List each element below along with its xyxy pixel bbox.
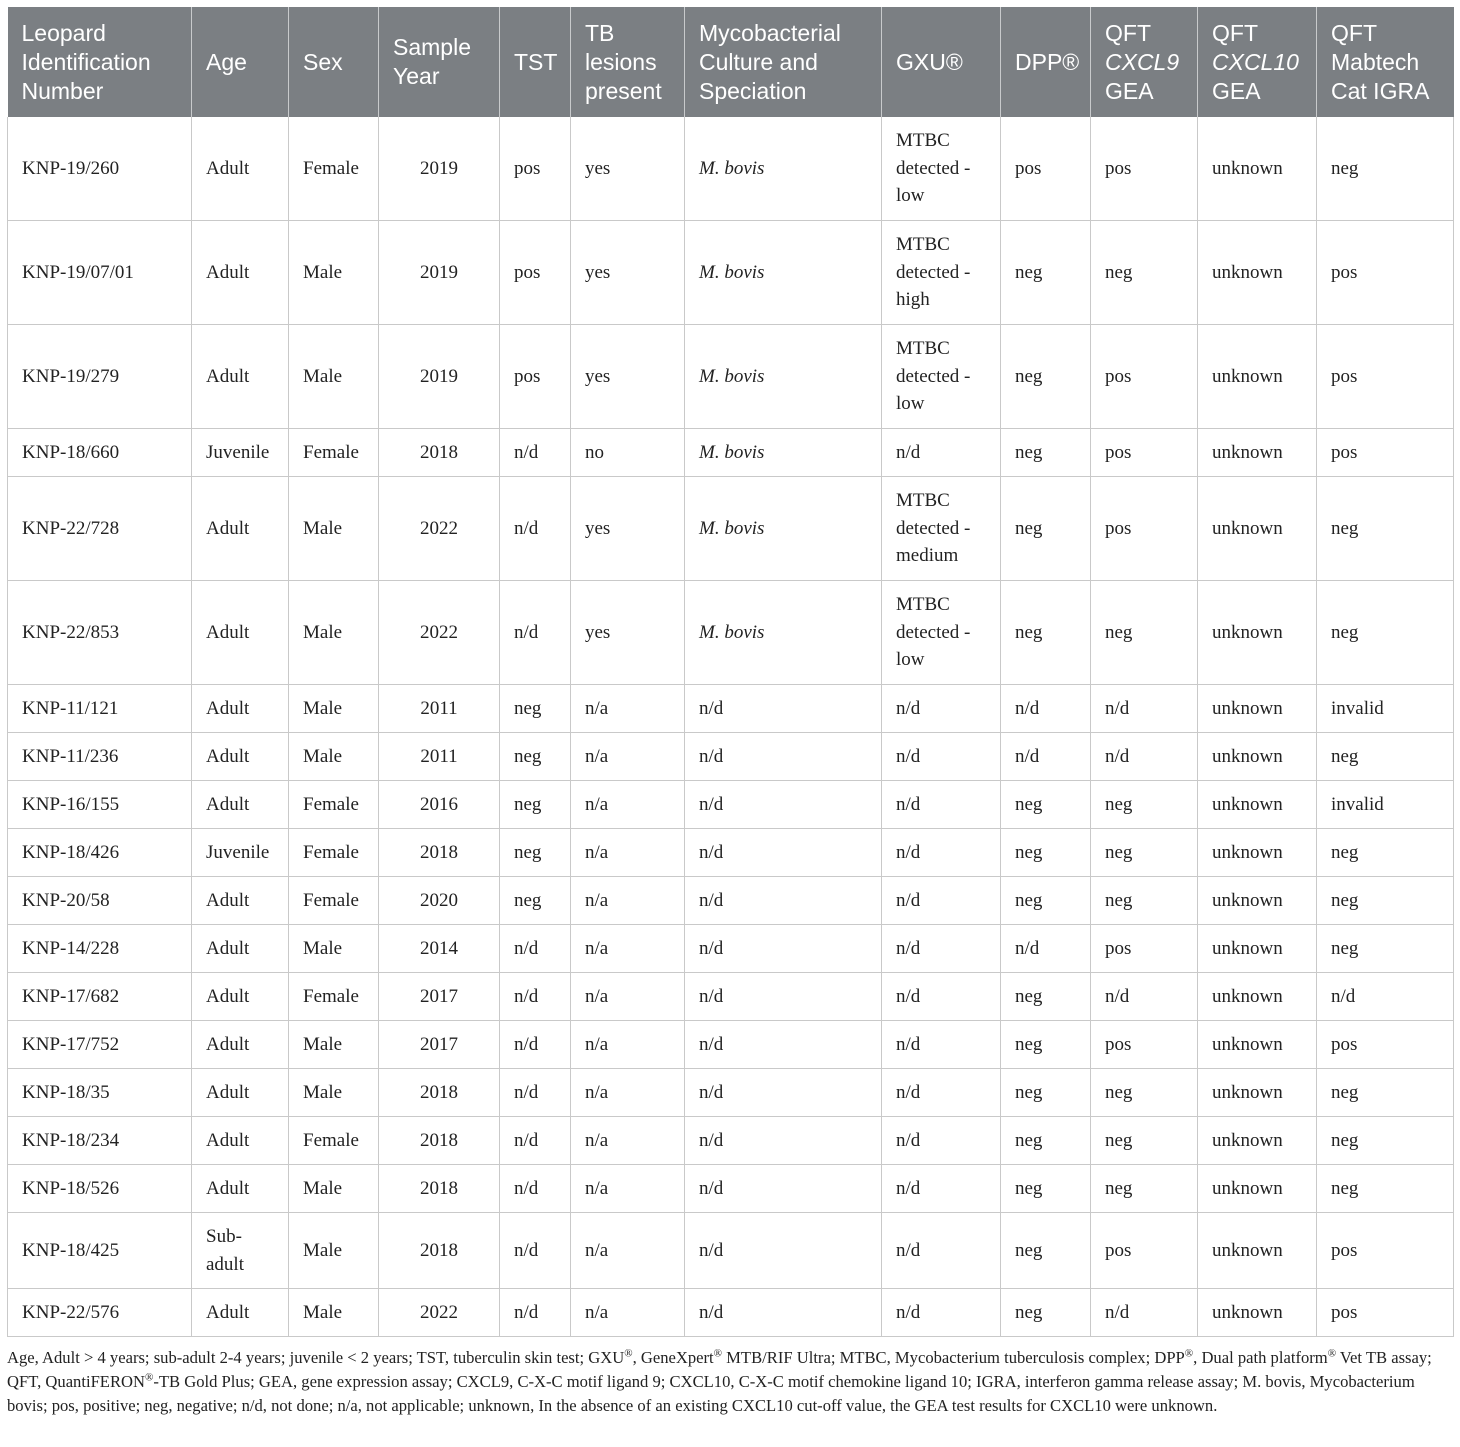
table-cell: neg: [1317, 733, 1454, 781]
table-cell: neg: [1091, 1117, 1198, 1165]
table-cell: Adult: [192, 117, 289, 221]
table-cell: n/d: [500, 1165, 571, 1213]
table-cell: n/a: [571, 877, 685, 925]
table-cell: neg: [1001, 1069, 1091, 1117]
table-cell: Female: [289, 117, 379, 221]
table-cell: Adult: [192, 581, 289, 685]
table-cell: unknown: [1198, 733, 1317, 781]
header-cell: [1198, 7, 1317, 117]
table-cell: neg: [500, 685, 571, 733]
table-cell: pos: [1091, 925, 1198, 973]
table-cell: neg: [1091, 877, 1198, 925]
table-cell: n/d: [1091, 733, 1198, 781]
table-cell: MTBC detected - high: [882, 221, 1001, 325]
header-text: QFT: [1212, 19, 1258, 46]
registered-mark: ®: [713, 1347, 723, 1360]
table-footnote: [7, 1346, 1453, 1418]
footnote-text: Age, Adult > 4 years; sub-adult 2-4 years; juvenile < 2 years; TST, tuberculin skin test; GXU: [7, 1348, 625, 1367]
table-row: [8, 1021, 1454, 1069]
table-cell: yes: [571, 477, 685, 581]
table-cell: KNP-11/121: [8, 685, 192, 733]
table-cell: n/d: [685, 685, 882, 733]
table-cell: Male: [289, 925, 379, 973]
table-cell: n/d: [500, 973, 571, 1021]
table-cell: Adult: [192, 477, 289, 581]
table-cell: 2011: [379, 733, 500, 781]
table-cell: KNP-19/260: [8, 117, 192, 221]
table-cell: Adult: [192, 325, 289, 429]
table-cell: Female: [289, 877, 379, 925]
header-cell: Leopard Identification Number: [8, 7, 192, 117]
table-cell: Juvenile: [192, 829, 289, 877]
table-cell: neg: [1091, 781, 1198, 829]
table-cell: pos: [500, 221, 571, 325]
table-cell: n/d: [685, 829, 882, 877]
table-cell: n/d: [500, 1069, 571, 1117]
table-cell: pos: [500, 325, 571, 429]
table-cell: KNP-14/228: [8, 925, 192, 973]
header-cell: [1091, 7, 1198, 117]
table-cell: Male: [289, 733, 379, 781]
table-cell: KNP-19/07/01: [8, 221, 192, 325]
table-cell: n/d: [685, 1117, 882, 1165]
table-cell: unknown: [1198, 829, 1317, 877]
table-row: [8, 829, 1454, 877]
table-cell: n/d: [882, 1117, 1001, 1165]
table-cell: n/d: [882, 973, 1001, 1021]
table-row: [8, 877, 1454, 925]
table-cell: neg: [500, 733, 571, 781]
table-cell: unknown: [1198, 117, 1317, 221]
table-cell: unknown: [1198, 1021, 1317, 1069]
table-cell: n/d: [882, 1289, 1001, 1337]
table-cell: KNP-18/426: [8, 829, 192, 877]
table-cell: neg: [1317, 117, 1454, 221]
table-cell: neg: [1001, 1289, 1091, 1337]
table-cell: MTBC detected - low: [882, 581, 1001, 685]
table-cell: KNP-17/682: [8, 973, 192, 1021]
table-cell: yes: [571, 581, 685, 685]
table-cell: n/d: [882, 733, 1001, 781]
table-cell: n/d: [882, 925, 1001, 973]
table-cell: n/d: [1317, 973, 1454, 1021]
table-cell: Adult: [192, 1289, 289, 1337]
table-cell: n/a: [571, 685, 685, 733]
table-cell: Male: [289, 1213, 379, 1289]
footnote-text: -TB Gold Plus; GEA, gene expression assay; CXCL9, C-X-C motif ligand 9; CXCL10, C-X-C motif chemokine ligand 10; IGRA, interferon gamma release assay; M. bovis, Mycobacterium bovis; pos, positive; neg, negative; n/d, not done; n/a, not applicable; unknown, In the absence of an existing CXCL10 cut-off value, the GEA test results for CXCL10 were unknown.: [7, 1372, 1415, 1415]
table-cell: unknown: [1198, 1165, 1317, 1213]
table-cell: yes: [571, 325, 685, 429]
table-cell: Male: [289, 325, 379, 429]
table-row: [8, 973, 1454, 1021]
table-row: [8, 781, 1454, 829]
footnote-text: , Dual path platform: [1193, 1348, 1328, 1367]
table-cell: M. bovis: [685, 325, 882, 429]
table-cell: neg: [1317, 1069, 1454, 1117]
table-cell: n/d: [500, 1021, 571, 1069]
table-cell: unknown: [1198, 781, 1317, 829]
table-cell: n/a: [571, 925, 685, 973]
table-cell: neg: [1001, 325, 1091, 429]
results-table: [7, 7, 1454, 1337]
table-cell: 2017: [379, 1021, 500, 1069]
table-cell: pos: [1317, 1021, 1454, 1069]
header-cell: DPP®: [1001, 7, 1091, 117]
header-cell: TST: [500, 7, 571, 117]
header-cell: Age: [192, 7, 289, 117]
table-cell: 2019: [379, 221, 500, 325]
table-cell: Adult: [192, 221, 289, 325]
table-cell: Female: [289, 973, 379, 1021]
table-cell: 2018: [379, 429, 500, 477]
table-cell: M. bovis: [685, 221, 882, 325]
table-cell: M. bovis: [685, 429, 882, 477]
table-cell: KNP-18/425: [8, 1213, 192, 1289]
table-cell: KNP-18/660: [8, 429, 192, 477]
table-cell: 2016: [379, 781, 500, 829]
table-cell: MTBC detected - low: [882, 117, 1001, 221]
table-cell: n/d: [685, 1165, 882, 1213]
table-cell: KNP-18/526: [8, 1165, 192, 1213]
table-cell: n/d: [882, 1165, 1001, 1213]
table-cell: neg: [1001, 1021, 1091, 1069]
header-text: GEA: [1105, 77, 1154, 104]
table-cell: Adult: [192, 685, 289, 733]
table-cell: pos: [1091, 117, 1198, 221]
table-cell: n/a: [571, 1021, 685, 1069]
table-cell: Male: [289, 581, 379, 685]
registered-mark: ®: [1327, 1347, 1337, 1360]
table-cell: Male: [289, 1165, 379, 1213]
table-cell: 2019: [379, 325, 500, 429]
table-cell: neg: [500, 877, 571, 925]
table-cell: n/d: [500, 1213, 571, 1289]
table-row: [8, 429, 1454, 477]
table-cell: unknown: [1198, 429, 1317, 477]
table-cell: Female: [289, 781, 379, 829]
table-cell: neg: [1001, 781, 1091, 829]
table-cell: n/d: [1091, 973, 1198, 1021]
table-cell: neg: [500, 781, 571, 829]
table-cell: neg: [1317, 1117, 1454, 1165]
table-cell: M. bovis: [685, 477, 882, 581]
table-cell: KNP-17/752: [8, 1021, 192, 1069]
table-cell: n/d: [1001, 925, 1091, 973]
table-cell: n/d: [685, 1213, 882, 1289]
table-cell: n/d: [882, 1021, 1001, 1069]
table-cell: neg: [1001, 829, 1091, 877]
header-row: [8, 7, 1454, 117]
table-cell: KNP-16/155: [8, 781, 192, 829]
table-cell: n/a: [571, 829, 685, 877]
table-cell: n/a: [571, 973, 685, 1021]
table-cell: pos: [1317, 429, 1454, 477]
header-cell: Sex: [289, 7, 379, 117]
table-cell: Adult: [192, 1165, 289, 1213]
header-gene: CXCL10: [1212, 48, 1299, 75]
table-cell: neg: [1317, 925, 1454, 973]
table-cell: KNP-19/279: [8, 325, 192, 429]
table-cell: n/a: [571, 1289, 685, 1337]
table-cell: M. bovis: [685, 581, 882, 685]
table-cell: M. bovis: [685, 117, 882, 221]
registered-mark: ®: [1184, 1347, 1194, 1360]
table-cell: neg: [1317, 877, 1454, 925]
header-gene: CXCL9: [1105, 48, 1180, 75]
table-cell: Sub-adult: [192, 1213, 289, 1289]
table-cell: pos: [1091, 325, 1198, 429]
footnote-text: MTB/RIF Ultra; MTBC, Mycobacterium tuberculosis complex; DPP: [722, 1348, 1185, 1367]
table-cell: pos: [1001, 117, 1091, 221]
table-cell: pos: [1091, 429, 1198, 477]
table-cell: 2018: [379, 1069, 500, 1117]
table-cell: KNP-22/576: [8, 1289, 192, 1337]
table-row: [8, 925, 1454, 973]
table-cell: MTBC detected - low: [882, 325, 1001, 429]
table-cell: n/d: [882, 781, 1001, 829]
table-row: [8, 1069, 1454, 1117]
table-cell: neg: [1317, 477, 1454, 581]
table-cell: pos: [1091, 477, 1198, 581]
table-cell: Adult: [192, 781, 289, 829]
table-cell: Adult: [192, 925, 289, 973]
table-cell: neg: [1091, 1069, 1198, 1117]
table-cell: KNP-11/236: [8, 733, 192, 781]
table-cell: n/d: [500, 477, 571, 581]
registered-mark: ®: [624, 1347, 633, 1360]
table-cell: n/d: [685, 973, 882, 1021]
table-cell: n/d: [1091, 1289, 1198, 1337]
table-cell: Male: [289, 221, 379, 325]
header-cell: Sample Year: [379, 7, 500, 117]
table-cell: Adult: [192, 1069, 289, 1117]
table-cell: pos: [1317, 325, 1454, 429]
table-cell: 2022: [379, 581, 500, 685]
table-cell: n/d: [500, 925, 571, 973]
table-cell: n/d: [685, 1069, 882, 1117]
header-text: GEA: [1212, 77, 1261, 104]
table-cell: n/d: [500, 581, 571, 685]
table-cell: 2011: [379, 685, 500, 733]
table-cell: n/d: [882, 685, 1001, 733]
table-cell: unknown: [1198, 1213, 1317, 1289]
table-body: [8, 117, 1454, 1337]
table-cell: Juvenile: [192, 429, 289, 477]
footnote-text: Vet TB assay; QFT, QuantiFERON: [7, 1348, 1432, 1391]
table-cell: n/a: [571, 781, 685, 829]
table-cell: n/d: [500, 429, 571, 477]
table-cell: 2018: [379, 829, 500, 877]
table-cell: Male: [289, 477, 379, 581]
table-cell: unknown: [1198, 581, 1317, 685]
table-cell: 2014: [379, 925, 500, 973]
table-cell: n/d: [1001, 733, 1091, 781]
table-row: [8, 1165, 1454, 1213]
table-cell: unknown: [1198, 325, 1317, 429]
table-row: [8, 581, 1454, 685]
table-cell: n/d: [882, 1069, 1001, 1117]
table-cell: Male: [289, 1289, 379, 1337]
table-cell: Male: [289, 1021, 379, 1069]
table-cell: invalid: [1317, 781, 1454, 829]
table-row: [8, 117, 1454, 221]
table-cell: unknown: [1198, 1289, 1317, 1337]
header-cell: GXU®: [882, 7, 1001, 117]
table-cell: neg: [1001, 477, 1091, 581]
table-cell: n/d: [685, 877, 882, 925]
table-cell: n/a: [571, 1117, 685, 1165]
table-cell: unknown: [1198, 477, 1317, 581]
table-cell: pos: [1317, 1289, 1454, 1337]
header-text: QFT: [1105, 19, 1151, 46]
table-cell: neg: [500, 829, 571, 877]
table-cell: pos: [1091, 1021, 1198, 1069]
table-cell: neg: [1001, 221, 1091, 325]
table-cell: 2020: [379, 877, 500, 925]
table-cell: neg: [1091, 1165, 1198, 1213]
table-cell: neg: [1091, 581, 1198, 685]
table-cell: n/d: [882, 877, 1001, 925]
table-cell: neg: [1001, 973, 1091, 1021]
table-cell: neg: [1001, 877, 1091, 925]
table-cell: n/d: [685, 1289, 882, 1337]
table-cell: unknown: [1198, 877, 1317, 925]
table-cell: n/d: [882, 1213, 1001, 1289]
table-cell: pos: [1091, 1213, 1198, 1289]
table-cell: 2018: [379, 1117, 500, 1165]
table-cell: yes: [571, 221, 685, 325]
table-cell: neg: [1317, 829, 1454, 877]
table-cell: n/d: [1091, 685, 1198, 733]
table-cell: KNP-22/853: [8, 581, 192, 685]
table-cell: n/d: [882, 429, 1001, 477]
table-cell: pos: [500, 117, 571, 221]
table-cell: 2022: [379, 477, 500, 581]
table-cell: 2017: [379, 973, 500, 1021]
table-cell: Adult: [192, 1117, 289, 1165]
table-cell: Male: [289, 685, 379, 733]
table-cell: n/a: [571, 1069, 685, 1117]
table-cell: 2018: [379, 1165, 500, 1213]
table-cell: neg: [1001, 1165, 1091, 1213]
table-cell: 2018: [379, 1213, 500, 1289]
footnote-text: , GeneXpert: [632, 1348, 714, 1367]
table-cell: n/d: [500, 1289, 571, 1337]
table-cell: MTBC detected - medium: [882, 477, 1001, 581]
table-row: [8, 325, 1454, 429]
table-cell: n/d: [685, 781, 882, 829]
table-cell: Adult: [192, 1021, 289, 1069]
registered-mark: ®: [144, 1371, 154, 1384]
table-cell: unknown: [1198, 1117, 1317, 1165]
table-cell: invalid: [1317, 685, 1454, 733]
table-cell: neg: [1091, 829, 1198, 877]
table-cell: unknown: [1198, 685, 1317, 733]
table-cell: unknown: [1198, 1069, 1317, 1117]
table-cell: Male: [289, 1069, 379, 1117]
table-cell: Adult: [192, 877, 289, 925]
table-cell: unknown: [1198, 973, 1317, 1021]
table-row: [8, 1117, 1454, 1165]
table-cell: KNP-18/234: [8, 1117, 192, 1165]
table-cell: KNP-18/35: [8, 1069, 192, 1117]
table-cell: neg: [1001, 429, 1091, 477]
header-cell: QFT Mabtech Cat IGRA: [1317, 7, 1454, 117]
table-cell: Female: [289, 429, 379, 477]
table-cell: Adult: [192, 973, 289, 1021]
table-cell: unknown: [1198, 925, 1317, 973]
table-cell: n/d: [882, 829, 1001, 877]
header-cell: Mycobacterial Culture and Speciation: [685, 7, 882, 117]
table-cell: Female: [289, 829, 379, 877]
table-cell: neg: [1091, 221, 1198, 325]
header-cell: TB lesions present: [571, 7, 685, 117]
table-row: [8, 1289, 1454, 1337]
table-cell: pos: [1317, 1213, 1454, 1289]
table-cell: Female: [289, 1117, 379, 1165]
table-cell: n/a: [571, 1213, 685, 1289]
table-cell: neg: [1001, 1213, 1091, 1289]
table-cell: n/d: [500, 1117, 571, 1165]
table-cell: n/d: [685, 733, 882, 781]
table-cell: n/d: [685, 1021, 882, 1069]
table-row: [8, 477, 1454, 581]
table-row: [8, 221, 1454, 325]
table-cell: unknown: [1198, 221, 1317, 325]
table-cell: n/a: [571, 733, 685, 781]
table-cell: 2022: [379, 1289, 500, 1337]
table-cell: n/a: [571, 1165, 685, 1213]
table-cell: neg: [1001, 1117, 1091, 1165]
table-cell: 2019: [379, 117, 500, 221]
table-cell: neg: [1317, 1165, 1454, 1213]
table-row: [8, 1213, 1454, 1289]
table-cell: Adult: [192, 733, 289, 781]
table-cell: n/d: [1001, 685, 1091, 733]
table-cell: yes: [571, 117, 685, 221]
table-cell: no: [571, 429, 685, 477]
table-row: [8, 685, 1454, 733]
table-row: [8, 733, 1454, 781]
table-cell: neg: [1317, 581, 1454, 685]
table-cell: KNP-20/58: [8, 877, 192, 925]
table-cell: n/d: [685, 925, 882, 973]
table-cell: neg: [1001, 581, 1091, 685]
table-cell: KNP-22/728: [8, 477, 192, 581]
table-cell: pos: [1317, 221, 1454, 325]
